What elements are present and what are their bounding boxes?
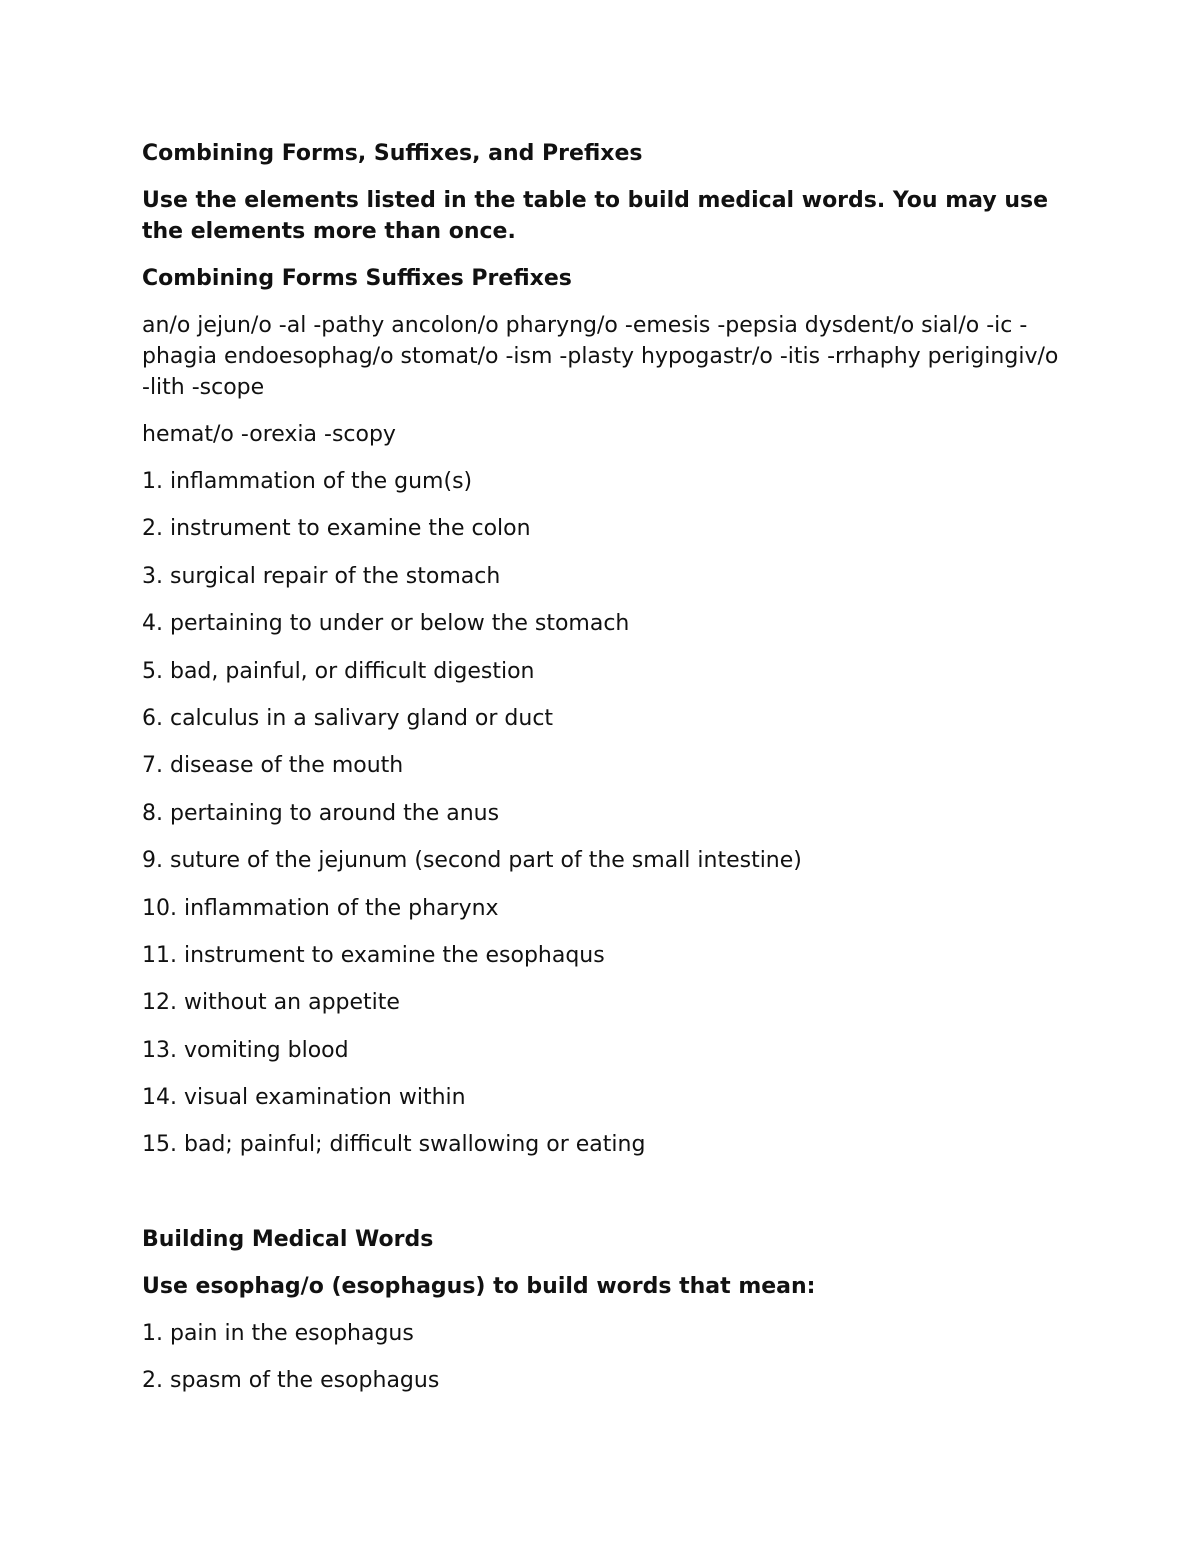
list-item: 4. pertaining to under or below the stomach [142,611,630,637]
document-page [142,138,1072,1413]
list-item: 2. spasm of the esophagus [142,1368,440,1394]
list-item: 11. instrument to examine the esophaqus [142,942,605,968]
exercise-list [142,1318,1072,1396]
list-item: 3. surgical repair of the stomach [142,563,501,589]
list-item: 5. bad, painful, or difficult digestion [142,658,535,684]
list-item: 9. suture of the jejunum (second part of the small intestine) [142,848,802,874]
section-spacer [142,1177,1072,1224]
list-item: 15. bad; painful; difficult swallowing or eating [142,1132,646,1158]
list-item: 13. vomiting blood [142,1037,349,1063]
list-item: 2. instrument to examine the colon [142,516,531,542]
elements-list: an/o jejun/o -al -pathy ancolon/o pharyng/o -emesis -pepsia dysdent/o sial/o -ic -phagia endoesophag/o stomat/o -ism -plasty hypogastr/o -itis -rrhaphy perigingiv/o -lith -scope [142,313,1059,400]
list-item: 12. without an appetite [142,990,400,1016]
list-item: 10. inflammation of the pharynx [142,895,499,921]
list-item: 7. disease of the mouth [142,753,404,779]
instruction-text: Use the elements listed in the table to build medical words. You may use the elements more than once. [142,188,1049,244]
section-title: Building Medical Words [142,1226,434,1252]
exercise-list [142,466,1072,1160]
elements-list-continued: hemat/o -orexia -scopy [142,422,396,447]
list-item: 6. calculus in a salivary gland or duct [142,705,554,731]
list-item: 8. pertaining to around the anus [142,800,500,826]
list-item: 1. inflammation of the gum(s) [142,469,473,494]
table-header: Combining Forms Suffixes Prefixes [142,266,572,291]
instruction-text: Use esophag/o (esophagus) to build words that mean: [142,1273,816,1299]
list-item: 14. visual examination within [142,1085,466,1111]
section-title: Combining Forms, Suffixes, and Prefixes [142,141,643,166]
list-item: 1. pain in the esophagus [142,1320,414,1346]
